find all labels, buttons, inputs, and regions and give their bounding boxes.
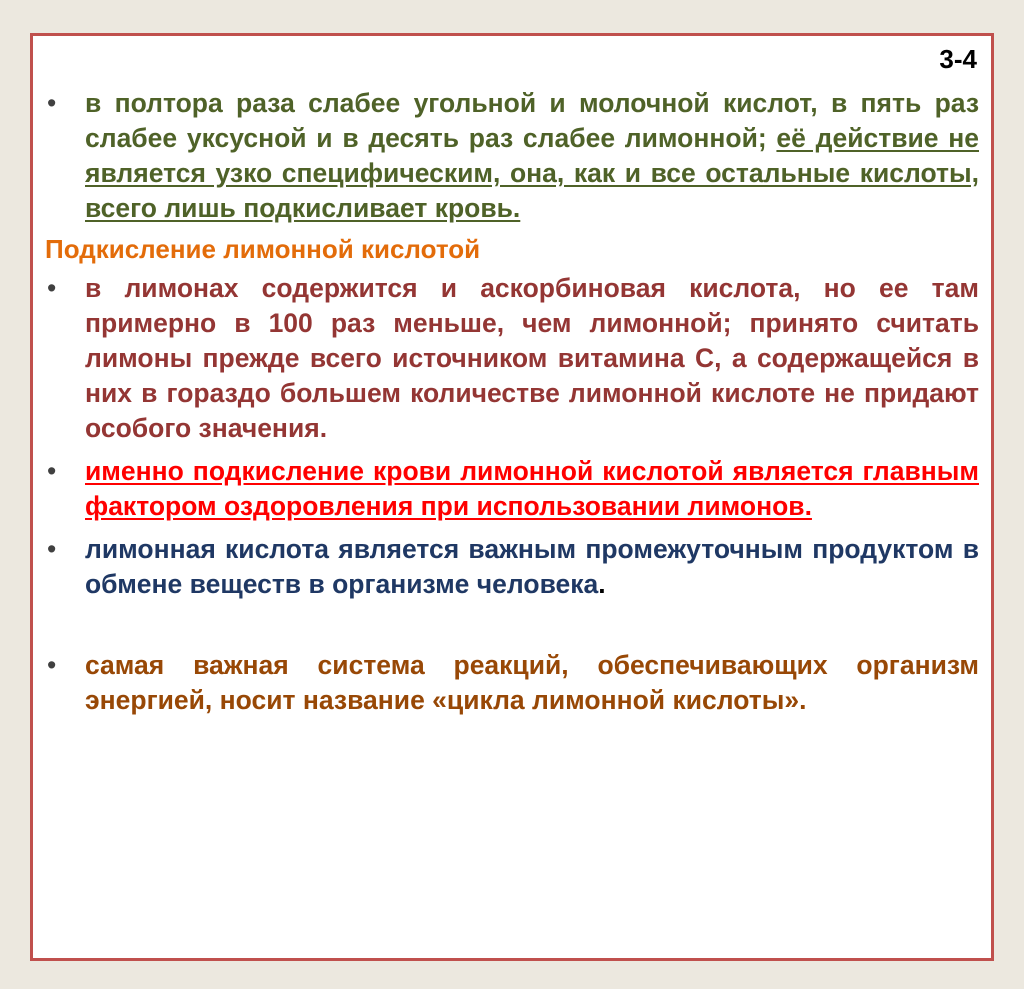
paragraph-text: самая важная система реакций, обеспечивающих организм энергией, носит название «цикла лимонной кислоты». [85, 650, 979, 715]
paragraph-text: в лимонах содержится и аскорбиновая кислота, но ее там примерно в 100 раз меньше, чем лимонной; принято считать лимоны прежде всего источником витамина С, а содержащейся в них в гораздо большем количестве лимонной кислоте не придают особого значения. [85, 273, 979, 443]
paragraph-text: лимонная кислота является важным промежуточным продуктом в обмене веществ в организме человека [85, 534, 979, 599]
paragraph-period: . [598, 569, 606, 599]
paragraph-key-factor [45, 454, 979, 524]
section-heading: Подкисление лимонной кислотой [45, 234, 481, 264]
paragraph-underlined-text: её действие не является узко специфическим, она, как и все остальные кислоты, всего лишь подкисливает кровь. [85, 123, 979, 223]
bullet-icon: • [47, 273, 57, 303]
bullet-icon: • [47, 88, 57, 118]
bullet-icon: • [47, 534, 57, 564]
slide-content [45, 86, 979, 718]
paragraph-underlined-text: именно подкисление крови лимонной кислотой является главным фактором оздоровления при использовании лимонов. [85, 456, 979, 521]
spacer [45, 602, 979, 648]
bullet-icon: • [47, 456, 57, 486]
paragraph-ascorbic-acid [45, 271, 979, 446]
paragraph-acid-strength [45, 86, 979, 226]
paragraph-metabolism [45, 532, 979, 602]
slide-frame [30, 33, 994, 961]
paragraph-text: в полтора раза слабее угольной и молочной кислот, в пять раз слабее уксусной и в десять раз слабее лимонной; [85, 88, 979, 153]
bullet-icon: • [47, 650, 57, 680]
paragraph-citric-cycle [45, 648, 979, 718]
page-number: 3-4 [939, 44, 977, 74]
